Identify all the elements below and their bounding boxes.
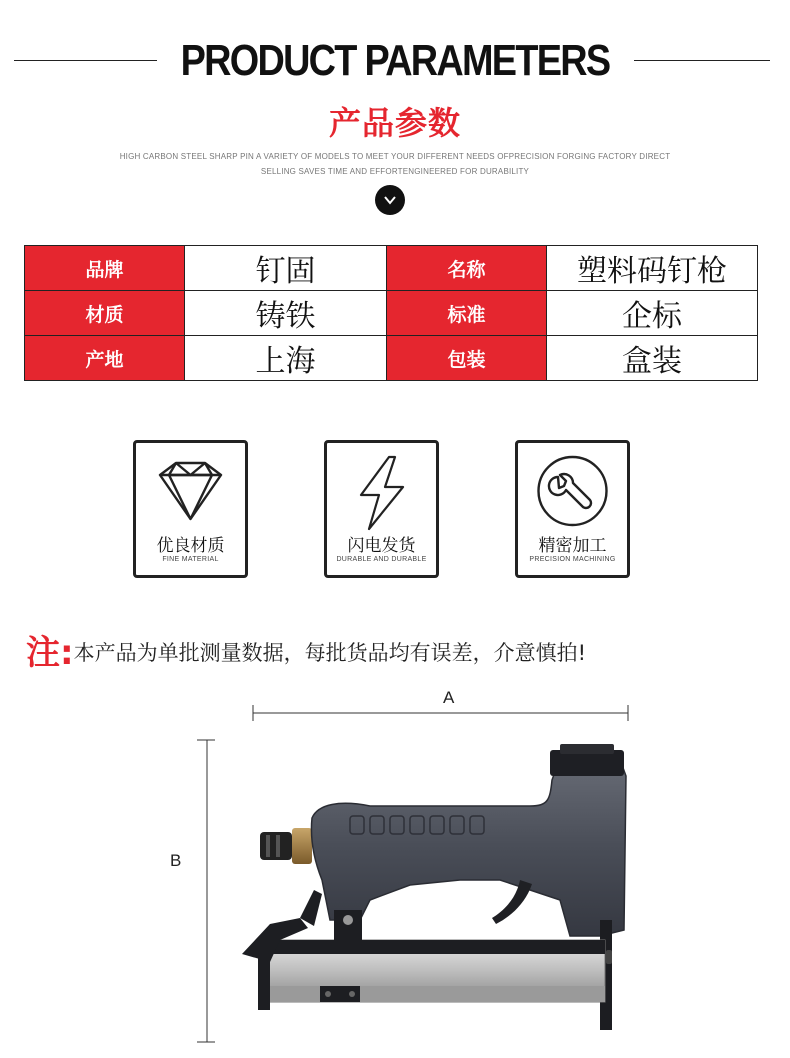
param-label: 名称 [387, 246, 547, 291]
nail-gun-image [230, 740, 630, 1040]
param-label: 产地 [25, 336, 185, 381]
dimension-b-label: B [170, 851, 182, 870]
feature-fine-material [133, 440, 248, 578]
measurement-note [26, 625, 586, 674]
feature-precision-machining [515, 440, 630, 578]
feature-title: 精密加工 [538, 536, 607, 556]
table-row [25, 246, 758, 291]
feature-title: 闪电发货 [347, 536, 416, 556]
parameter-table [24, 245, 758, 381]
page-title-en: PRODUCT PARAMETERS [180, 36, 610, 85]
dimension-a-label: A [443, 688, 455, 707]
param-value: 钉固 [185, 246, 387, 291]
param-value: 盒装 [547, 336, 758, 381]
feature-subtitle: PRECISION MACHINING [529, 556, 616, 563]
feature-subtitle: DURABLE AND DURABLE [336, 556, 427, 563]
param-label: 包装 [387, 336, 547, 381]
subtitle-line-1: HIGH CARBON STEEL SHARP PIN A VARIETY OF MODELS TO MEET YOUR DIFFERENT NEEDS OFPRECISION FORGING FACTORY DIRECT [119, 152, 671, 161]
note-text: 本产品为单批测量数据，每批货品均有误差，介意慎拍! [73, 641, 587, 665]
param-value: 塑料码钉枪 [547, 246, 758, 291]
page-title-cn: 产品参数 [328, 104, 461, 142]
feature-subtitle: FINE MATERIAL [162, 556, 219, 563]
param-label: 标准 [387, 291, 547, 336]
param-label: 材质 [25, 291, 185, 336]
chevron-down-icon [383, 195, 397, 205]
subtitle-line-2: SELLING SAVES TIME AND EFFORTENGINEERED FOR DURABILITY [260, 167, 530, 176]
param-value: 企标 [547, 291, 758, 336]
table-row [25, 336, 758, 381]
wrench-icon [518, 449, 627, 535]
param-label: 品牌 [25, 246, 185, 291]
scroll-down-button[interactable] [375, 185, 405, 215]
table-row [25, 291, 758, 336]
note-mark: 注: [26, 633, 74, 673]
feature-fast-delivery [324, 440, 439, 578]
feature-title: 优良材质 [156, 536, 225, 556]
lightning-icon [327, 449, 436, 535]
air-fitting [260, 828, 312, 864]
param-value: 上海 [185, 336, 387, 381]
param-value: 铸铁 [185, 291, 387, 336]
diamond-icon [136, 449, 245, 535]
